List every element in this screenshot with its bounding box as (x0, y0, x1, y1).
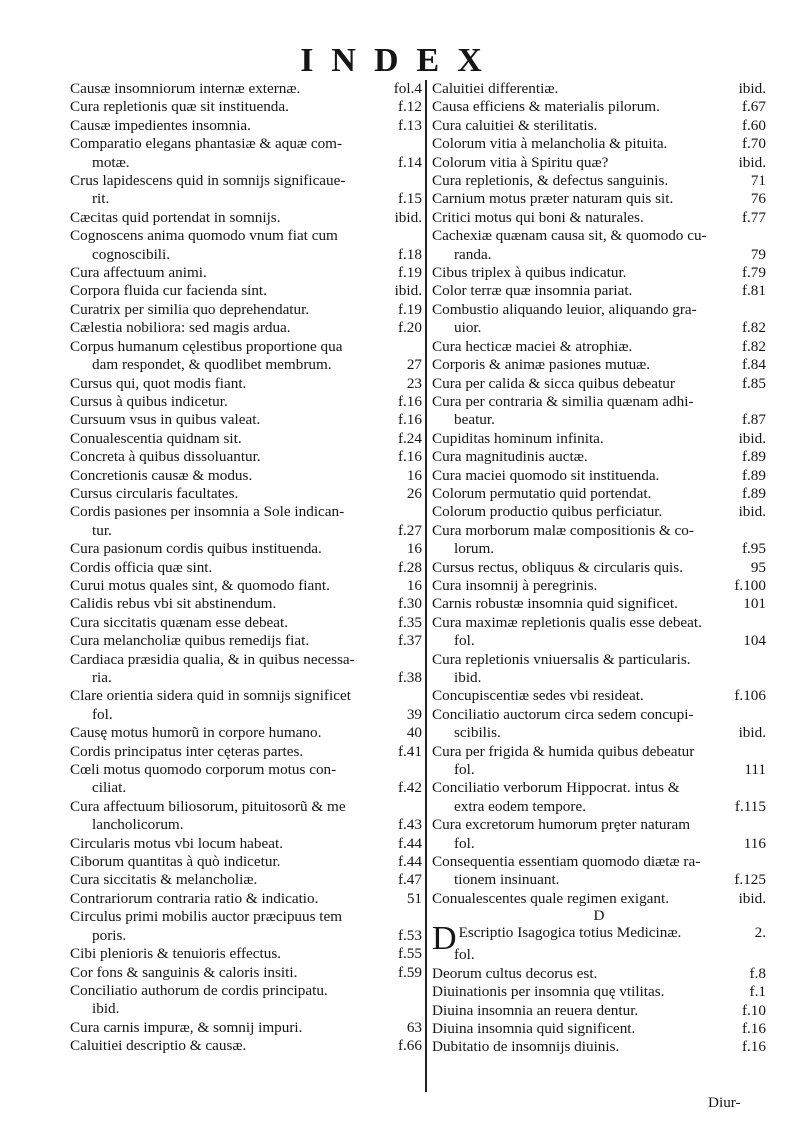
entry-text: fol. (92, 705, 113, 723)
entry-text: Cura affectuum animi. (70, 264, 207, 282)
entry-ref: f.43 (397, 816, 422, 834)
entry-text: Corpora fluida cur facienda sint. (70, 282, 267, 300)
index-entry (70, 1019, 422, 1037)
entry-text: Consequentia essentiam quomodo diætæ ra- (432, 853, 701, 871)
entry-ref: f.67 (741, 98, 766, 116)
entry-text: Colorum permutatio quid portendat. (432, 484, 652, 502)
index-entry-continuation (70, 1000, 422, 1018)
index-entry (432, 965, 766, 983)
index-entry (432, 301, 766, 319)
entry-text: Cura affectuum biliosorum, pituitosorũ & me (70, 797, 346, 815)
index-entry (70, 761, 422, 779)
entry-text: Cura repletionis vniuersalis & particularis. (432, 650, 691, 668)
index-entry-continuation (432, 835, 766, 853)
entry-ref: f.28 (397, 558, 422, 576)
index-entry (432, 503, 766, 521)
index-entry-continuation (70, 246, 422, 264)
index-entry-continuation (432, 761, 766, 779)
index-entry (432, 779, 766, 797)
entry-ref: f.82 (741, 319, 766, 337)
entry-text: rit. (92, 190, 110, 208)
entry-text: Cælestia nobiliora: sed magis ardua. (70, 319, 291, 337)
index-entry (70, 743, 422, 761)
entry-text: Causa efficiens & materialis pilorum. (432, 98, 660, 116)
index-entry (70, 375, 422, 393)
index-entry (432, 172, 766, 190)
entry-ref: f.115 (734, 797, 766, 815)
index-entry (432, 117, 766, 135)
entry-ref: 71 (750, 172, 766, 190)
entry-text: beatur. (454, 411, 495, 429)
entry-ref: f.1 (749, 983, 766, 1001)
entry-text: Cura hecticæ maciei & atrophiæ. (432, 337, 633, 355)
entry-ref: f.60 (741, 116, 766, 134)
entry-text: Cæcitas quid portendat in somnijs. (70, 208, 281, 226)
index-entry-continuation (70, 816, 422, 834)
index-entry (432, 227, 766, 245)
entry-text: Conciliatio authorum de cordis principatu. (70, 981, 328, 999)
entry-text: tur. (92, 521, 112, 539)
index-entry (70, 964, 422, 982)
entry-ref: 16 (406, 466, 422, 484)
entry-text: Cursus rectus, obliquus & circularis quis. (432, 558, 683, 576)
entry-text: scibilis. (454, 724, 501, 742)
index-entry (70, 393, 422, 411)
index-entry (70, 264, 422, 282)
entry-ref: f.18 (397, 245, 422, 263)
entry-ref: f.85 (741, 374, 766, 392)
index-entry-continuation (432, 411, 766, 429)
index-entry (70, 632, 422, 650)
entry-ref: f.100 (734, 576, 766, 594)
entry-ref: f.55 (397, 945, 422, 963)
index-entry (70, 503, 422, 521)
entry-ref: f.20 (397, 319, 422, 337)
entry-text: Cordis principatus inter cęteras partes. (70, 742, 304, 760)
index-entry (432, 1002, 766, 1020)
page-title: INDEX (300, 42, 500, 79)
index-entry (432, 264, 766, 282)
entry-text: Colorum vitia à melancholia & pituita. (432, 135, 668, 153)
entry-text: Cura maximæ repletionis qualis esse debeat. (432, 613, 702, 631)
index-entry (432, 595, 766, 613)
entry-text: cognoscibili. (92, 245, 171, 263)
entry-text: Cura repletionis, & defectus sanguinis. (432, 172, 669, 190)
index-entry-continuation (70, 356, 422, 374)
entry-ref: f.53 (397, 926, 422, 944)
column-divider (425, 80, 427, 1092)
index-entry (70, 117, 422, 135)
index-entry-continuation (70, 706, 422, 724)
entry-ref: f.89 (741, 448, 766, 466)
index-entry (70, 282, 422, 300)
entry-ref: 111 (744, 761, 766, 779)
index-entry-continuation (432, 632, 766, 650)
entry-ref: f.16 (741, 1019, 766, 1037)
entry-text: Conualescentia quidnam sit. (70, 429, 242, 447)
index-entry (432, 375, 766, 393)
entry-text: Cardiaca præsidia qualia, & in quibus necessa- (70, 650, 355, 668)
index-entry (432, 448, 766, 466)
entry-text: Dubitatio de insomnijs diuinis. (432, 1038, 620, 1056)
catchword: Diur- (708, 1094, 741, 1111)
entry-text: extra eodem tempore. (454, 797, 586, 815)
index-entry (70, 982, 422, 1000)
entry-ref: f.44 (397, 853, 422, 871)
index-entry (432, 154, 766, 172)
entry-text: Cor fons & sanguinis & caloris insiti. (70, 963, 298, 981)
index-entry (432, 1038, 766, 1056)
entry-text: Conciliatio verborum Hippocrat. intus & (432, 779, 680, 797)
entry-text: Corpus humanum cęlestibus proportione qua (70, 337, 343, 355)
entry-text: fol. (454, 761, 475, 779)
entry-ref: ibid. (738, 889, 766, 907)
index-entry (70, 448, 422, 466)
entry-text: Carnium motus præter naturam quis sit. (432, 190, 674, 208)
entry-ref: f.35 (397, 613, 422, 631)
entry-text: Contrariorum contraria ratio & indicatio. (70, 889, 319, 907)
entry-text: Cura maciei quomodo sit instituenda. (432, 466, 660, 484)
entry-text: poris. (92, 926, 127, 944)
entry-ref: f.14 (397, 153, 422, 171)
index-entry (432, 98, 766, 116)
entry-text: Cursus à quibus indicetur. (70, 392, 228, 410)
entry-text: ria. (92, 669, 112, 686)
index-entry-d-first-cont (432, 946, 766, 964)
entry-text: Concupiscentiæ sedes vbi resideat. (432, 687, 644, 705)
index-entry-continuation (70, 927, 422, 945)
index-entry (432, 1020, 766, 1038)
entry-text: Curui motus quales sint, & quomodo fiant. (70, 576, 330, 594)
entry-ref: f.89 (741, 484, 766, 502)
entry-text: Diuinationis per insomnia quę vtilitas. (432, 983, 665, 1001)
entry-text: Ciborum quantitas à quò indicetur. (70, 853, 281, 871)
index-entry (432, 430, 766, 448)
entry-ref: f.19 (397, 264, 422, 282)
entry-ref: f.125 (734, 871, 766, 889)
index-entry (70, 798, 422, 816)
entry-ref: f.12 (397, 98, 422, 116)
entry-text: tionem insinuant. (454, 871, 560, 889)
index-entry (432, 706, 766, 724)
index-entry (70, 890, 422, 908)
left-column (70, 80, 422, 1056)
index-entry (432, 983, 766, 1001)
entry-ref: f.16 (397, 392, 422, 410)
entry-text: Comparatio elegans phantasiæ & aquæ com- (70, 135, 343, 153)
entry-ref: 27 (406, 356, 422, 374)
entry-ref: f.66 (397, 1037, 422, 1055)
entry-ref: 116 (743, 834, 766, 852)
entry-ref: f.15 (397, 190, 422, 208)
entry-text: ibid. (92, 1000, 120, 1018)
entry-text: Conualescentes quale regimen exigant. (432, 889, 670, 907)
entry-text: fol. (454, 834, 475, 852)
index-entry (432, 577, 766, 595)
entry-text: Curatrix per similia quo deprehendatur. (70, 300, 310, 318)
entry-text: Carnis robustæ insomnia quid significet. (432, 595, 678, 613)
entry-ref: f.106 (734, 687, 766, 705)
index-entry-continuation (432, 871, 766, 889)
entry-text: Cura morborum malæ compositionis & co- (432, 521, 694, 539)
entry-text: Cura per frigida & humida quibus debeatur (432, 742, 695, 760)
entry-text: lorum. (454, 540, 495, 558)
index-entry (432, 614, 766, 632)
index-entry (70, 559, 422, 577)
entry-text: Cura excretorum humorum prȩter naturam (432, 816, 691, 834)
index-entry (432, 356, 766, 374)
index-entry (432, 743, 766, 761)
entry-ref: f.89 (741, 466, 766, 484)
index-entry (70, 485, 422, 503)
entry-ref: 104 (743, 632, 766, 650)
entry-text: Cura insomnij à peregrinis. (432, 576, 598, 594)
entry-ref: ibid. (738, 153, 766, 171)
entry-ref: f.37 (397, 632, 422, 650)
index-entry (70, 945, 422, 963)
entry-text: Calidis rebus vbi sit abstinendum. (70, 595, 277, 613)
entry-text: Crus lapidescens quid in somnijs significaue- (70, 172, 346, 190)
entry-ref: f.16 (397, 411, 422, 429)
entry-text: Cognoscens anima quomodo vnum fiat cum (70, 227, 338, 245)
index-entry-continuation (432, 724, 766, 742)
entry-ref: ibid. (738, 724, 766, 742)
entry-ref: 16 (406, 540, 422, 558)
index-entry-continuation (432, 319, 766, 337)
entry-text: Concretionis causæ & modus. (70, 466, 253, 484)
entry-text: Cura magnitudinis auctæ. (432, 448, 588, 466)
entry-ref: f.16 (397, 448, 422, 466)
entry-ref: f.16 (741, 1038, 766, 1056)
index-entry (432, 338, 766, 356)
entry-ref: f.24 (397, 429, 422, 447)
entry-ref: f.42 (397, 779, 422, 797)
drop-cap: D (432, 924, 457, 955)
index-entry (70, 853, 422, 871)
entry-ref: f.38 (397, 669, 422, 686)
index-entry (432, 651, 766, 669)
index-entry (70, 227, 422, 245)
entry-ref: 40 (406, 724, 422, 742)
entry-text: Cupiditas hominum infinita. (432, 429, 604, 447)
entry-text: fol. (454, 946, 475, 964)
entry-ref: f.79 (741, 264, 766, 282)
entry-text: uior. (454, 319, 482, 337)
entry-text: ciliat. (92, 779, 127, 797)
index-entry (70, 835, 422, 853)
entry-ref: 26 (406, 484, 422, 502)
index-entry (432, 890, 766, 908)
entry-text: Clare orientia sidera quid in somnijs significet (70, 687, 351, 705)
entry-text: Escriptio Isagogica totius Medicinæ. (458, 924, 682, 942)
entry-ref: f.95 (741, 540, 766, 558)
entry-text: Causæ impedientes insomnia. (70, 116, 251, 134)
entry-ref: 63 (406, 1018, 422, 1036)
index-entry (432, 393, 766, 411)
entry-text: Cibus triplex à quibus indicatur. (432, 264, 627, 282)
entry-text: randa. (454, 245, 492, 263)
entry-ref: 79 (750, 245, 766, 263)
entry-ref: f.10 (741, 1001, 766, 1019)
index-entry-continuation (70, 669, 422, 687)
entry-text: Cura siccitatis & melancholiæ. (70, 871, 258, 889)
index-entry (70, 411, 422, 429)
entry-text: Deorum cultus decorus est. (432, 964, 598, 982)
index-entry (70, 338, 422, 356)
index-entry-continuation (70, 154, 422, 172)
entry-text: Conciliatio auctorum circa sedem concupi- (432, 705, 694, 723)
entry-ref: f.70 (741, 135, 766, 153)
entry-ref: 95 (750, 558, 766, 576)
entry-text: Color terræ quæ insomnia pariat. (432, 282, 633, 300)
entry-ref: ibid. (394, 208, 422, 226)
entry-ref: f.27 (397, 521, 422, 539)
entry-ref: f.41 (397, 742, 422, 760)
index-entry (432, 687, 766, 705)
entry-text: Cura per calida & sicca quibus debeatur (432, 374, 675, 392)
index-entry (70, 467, 422, 485)
index-entry (432, 559, 766, 577)
index-entry-continuation (432, 540, 766, 558)
index-entry-continuation (70, 779, 422, 797)
entry-text: Cura caluitiei & sterilitatis. (432, 116, 598, 134)
entry-text: Cura carnis impuræ, & somnij impuri. (70, 1018, 303, 1036)
entry-text: Causæ insomniorum internæ externæ. (70, 80, 301, 97)
index-entry-continuation (432, 246, 766, 264)
index-entry (70, 209, 422, 227)
entry-text: Cura pasionum cordis quibus instituenda. (70, 540, 322, 558)
index-entry (432, 209, 766, 227)
entry-ref: 39 (406, 705, 422, 723)
entry-text: Causę motus humorũ in corpore humano. (70, 724, 322, 742)
index-entry (432, 80, 766, 98)
entry-ref: ibid. (738, 80, 766, 97)
index-entry (70, 1037, 422, 1055)
index-entry (70, 540, 422, 558)
entry-ref: f.47 (397, 871, 422, 889)
entry-text: Cordis pasiones per insomnia a Sole indican- (70, 503, 345, 521)
index-entry-continuation (70, 522, 422, 540)
entry-ref: f.59 (397, 963, 422, 981)
entry-ref: 16 (406, 576, 422, 594)
index-entry (432, 135, 766, 153)
index-entry-continuation (432, 669, 766, 687)
entry-ref: 76 (750, 190, 766, 208)
entry-ref: 2. (754, 924, 766, 942)
entry-ref: f.13 (397, 116, 422, 134)
index-entry (70, 614, 422, 632)
index-entry (70, 430, 422, 448)
entry-text: motæ. (92, 153, 130, 171)
entry-text: Cœli motus quomodo corporum motus con- (70, 761, 337, 779)
entry-text: Diuina insomnia quid significent. (432, 1019, 636, 1037)
entry-ref: f.19 (397, 300, 422, 318)
index-entry (70, 724, 422, 742)
entry-text: lancholicorum. (92, 816, 184, 834)
section-letter-d: D (593, 907, 605, 925)
entry-text: Cura per contraria & similia quænam adhi- (432, 392, 694, 410)
index-entry (70, 98, 422, 116)
index-entry (70, 871, 422, 889)
index-entry (70, 135, 422, 153)
entry-text: Colorum productio quibus perficiatur. (432, 503, 663, 521)
entry-text: dam respondet, & quodlibet membrum. (92, 356, 332, 374)
index-entry (432, 467, 766, 485)
index-entry (70, 687, 422, 705)
entry-text: ibid. (454, 669, 482, 686)
entry-ref: 101 (743, 595, 766, 613)
right-column (432, 80, 766, 1057)
entry-ref: ibid. (394, 282, 422, 300)
index-entry (70, 301, 422, 319)
entry-ref: f.82 (741, 337, 766, 355)
entry-text: Combustio aliquando leuior, aliquando gra- (432, 300, 697, 318)
entry-ref: 51 (406, 889, 422, 907)
entry-text: Caluitiei descriptio & causæ. (70, 1037, 247, 1055)
entry-text: Cursus qui, quot modis fiant. (70, 374, 247, 392)
index-entry (70, 172, 422, 190)
section-d-entries (432, 965, 766, 1057)
index-entry (432, 522, 766, 540)
index-entry (70, 651, 422, 669)
entry-text: Circulus primi mobilis auctor præcipuus tem (70, 908, 343, 926)
entry-ref: f.84 (741, 356, 766, 374)
entry-text: Diuina insomnia an reuera dentur. (432, 1001, 639, 1019)
entry-text: Cura repletionis quæ sit instituenda. (70, 98, 289, 116)
entry-text: fol. (454, 632, 475, 650)
entry-text: Critici motus qui boni & naturales. (432, 208, 644, 226)
entry-ref: ibid. (738, 503, 766, 521)
right-column-entries (432, 80, 766, 908)
entry-ref: f.77 (741, 208, 766, 226)
entry-ref: f.30 (397, 595, 422, 613)
entry-text: Colorum vitia à Spiritu quæ? (432, 153, 609, 171)
entry-text: Cachexiæ quænam causa sit, & quomodo cu- (432, 227, 707, 245)
index-entry (70, 319, 422, 337)
entry-text: Cordis officia quæ sint. (70, 558, 213, 576)
entry-ref: fol.4 (393, 80, 422, 97)
index-entry (70, 595, 422, 613)
entry-text: Cibi plenioris & tenuioris effectus. (70, 945, 282, 963)
entry-text: Cursus circularis facultates. (70, 484, 239, 502)
entry-text: Caluitiei differentiæ. (432, 80, 559, 97)
entry-ref: f.44 (397, 834, 422, 852)
entry-text: Corporis & animæ pasiones mutuæ. (432, 356, 651, 374)
entry-ref: 23 (406, 374, 422, 392)
index-entry (432, 282, 766, 300)
entry-text: Cura siccitatis quænam esse debeat. (70, 613, 289, 631)
entry-ref: f.81 (741, 282, 766, 300)
entry-ref: f.8 (749, 964, 766, 982)
index-entry-continuation (432, 798, 766, 816)
entry-ref: ibid. (738, 429, 766, 447)
entry-text: Cura melancholiæ quibus remedijs fiat. (70, 632, 310, 650)
entry-ref: f.87 (741, 411, 766, 429)
index-entry (432, 485, 766, 503)
index-entry (432, 190, 766, 208)
entry-text: Concreta à quibus dissoluantur. (70, 448, 261, 466)
index-entry (432, 853, 766, 871)
index-entry (70, 577, 422, 595)
entry-text: Cursuum vsus in quibus valeat. (70, 411, 261, 429)
entry-text: Circularis motus vbi locum habeat. (70, 834, 284, 852)
index-entry (70, 80, 422, 98)
index-entry (432, 816, 766, 834)
index-entry (70, 908, 422, 926)
index-entry-continuation (70, 190, 422, 208)
